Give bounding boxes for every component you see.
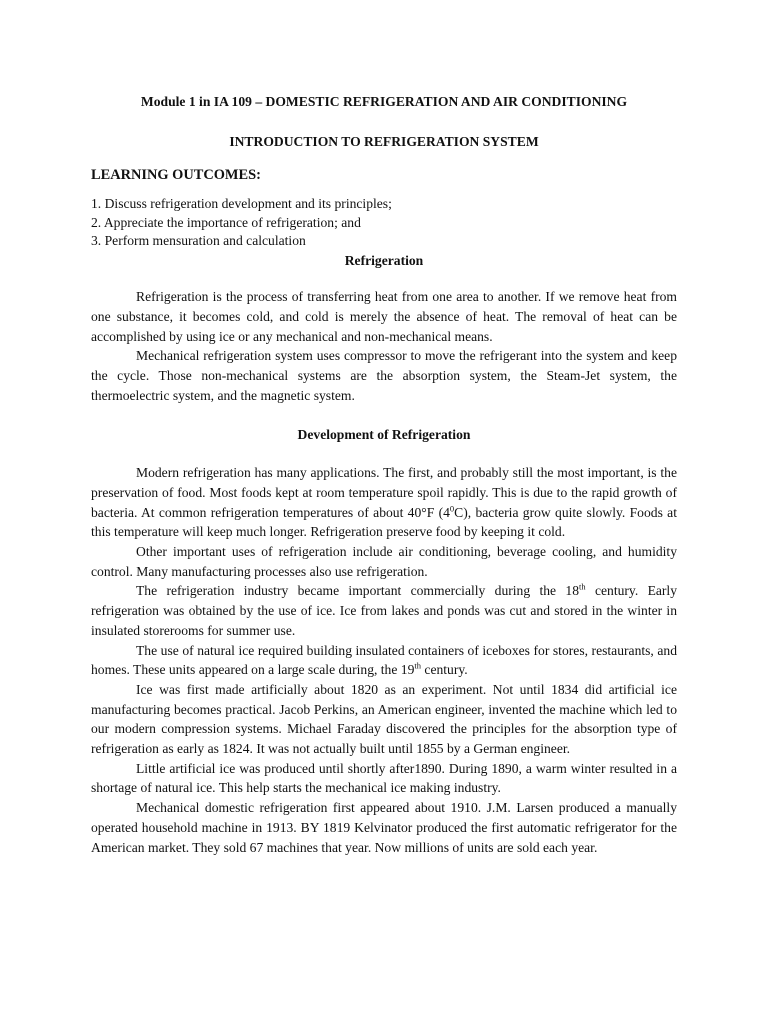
learning-outcomes-list (91, 195, 677, 251)
module-title: Module 1 in IA 109 – DOMESTIC REFRIGERATION AND AIR CONDITIONING (140, 94, 628, 109)
paragraph-text: Modern refrigeration has many applications. The first, and probably still the most important, is the preservation of food. Most foods kept at room temperature spoil rapidly. This is due to the rapid growth of bacteria. At common refrigeration temperatures of about 40°F (4 (91, 465, 677, 520)
paragraph-text: century. (421, 662, 468, 678)
paragraph-text: C), bacteria grow quite slowly. Foods at this temperature will keep much longer. Refrigeration preserve food by keeping it cold. (91, 504, 677, 540)
paragraph: Refrigeration is the process of transferring heat from one area to another. If we remove heat from one substance, it becomes cold, and cold is merely the absence of heat. The removal of heat can be accomplished by using ice or any mechanical and non-mechanical means. (91, 289, 677, 344)
paragraph-text: The use of natural ice required building insulated containers of iceboxes for stores, restaurants, and homes. These units appeared on a large scale during, the 19 (91, 642, 677, 678)
intro-title: INTRODUCTION TO REFRIGERATION SYSTEM (229, 133, 539, 149)
section-title-development: Development of Refrigeration (297, 426, 471, 442)
paragraph (91, 463, 677, 542)
outcome-item: 3. Perform mensuration and calculation (91, 233, 306, 249)
outcome-item: 1. Discuss refrigeration development and its principles; (91, 196, 392, 212)
paragraph-text: The refrigeration industry became important commercially during the 18 (136, 583, 580, 599)
superscript: th (414, 660, 422, 671)
paragraph-text: century. Early refrigeration was obtained by the use of ice. Ice from lakes and ponds was cut and stored in the winter in insulated storerooms for summer use. (91, 583, 678, 638)
paragraph: Mechanical domestic refrigeration first appeared about 1910. J.M. Larsen produced a manually operated household machine in 1913. BY 1819 Kelvinator produced the first automatic refrigerator for the American market. They sold 67 machines that year. Now millions of units are sold each year. (91, 800, 677, 855)
paragraph: Mechanical refrigeration system uses compressor to move the refrigerant into the system and keep the cycle. Those non-mechanical systems are the absorption system, the Steam-Jet system, the thermoelectric system, and the magnetic system. (91, 348, 677, 403)
paragraph: Little artificial ice was produced until shortly after1890. During 1890, a warm winter resulted in a shortage of natural ice. This help starts the mechanical ice making industry. (91, 760, 677, 796)
paragraph: Other important uses of refrigeration include air conditioning, beverage cooling, and humidity control. Many manufacturing processes also use refrigeration. (91, 544, 677, 579)
learning-outcomes-label: LEARNING OUTCOMES: (91, 167, 261, 184)
section-title-refrigeration: Refrigeration (344, 252, 424, 268)
paragraph: Ice was first made artificially about 1820 as an experiment. Not until 1834 did artificial ice manufacturing becomes practical. Jacob Perkins, an American engineer, invented the machine which led to our modern compression systems. Michael Faraday discovered the principles for the absorption type of refrigeration as early as 1824. It was not actually built until 1855 by a German engineer. (91, 681, 677, 757)
superscript: 0 (449, 503, 455, 514)
paragraph (91, 641, 677, 680)
outcome-item: 2. Appreciate the importance of refrigeration; and (91, 214, 361, 230)
paragraph (91, 581, 677, 640)
superscript: th (579, 581, 586, 592)
